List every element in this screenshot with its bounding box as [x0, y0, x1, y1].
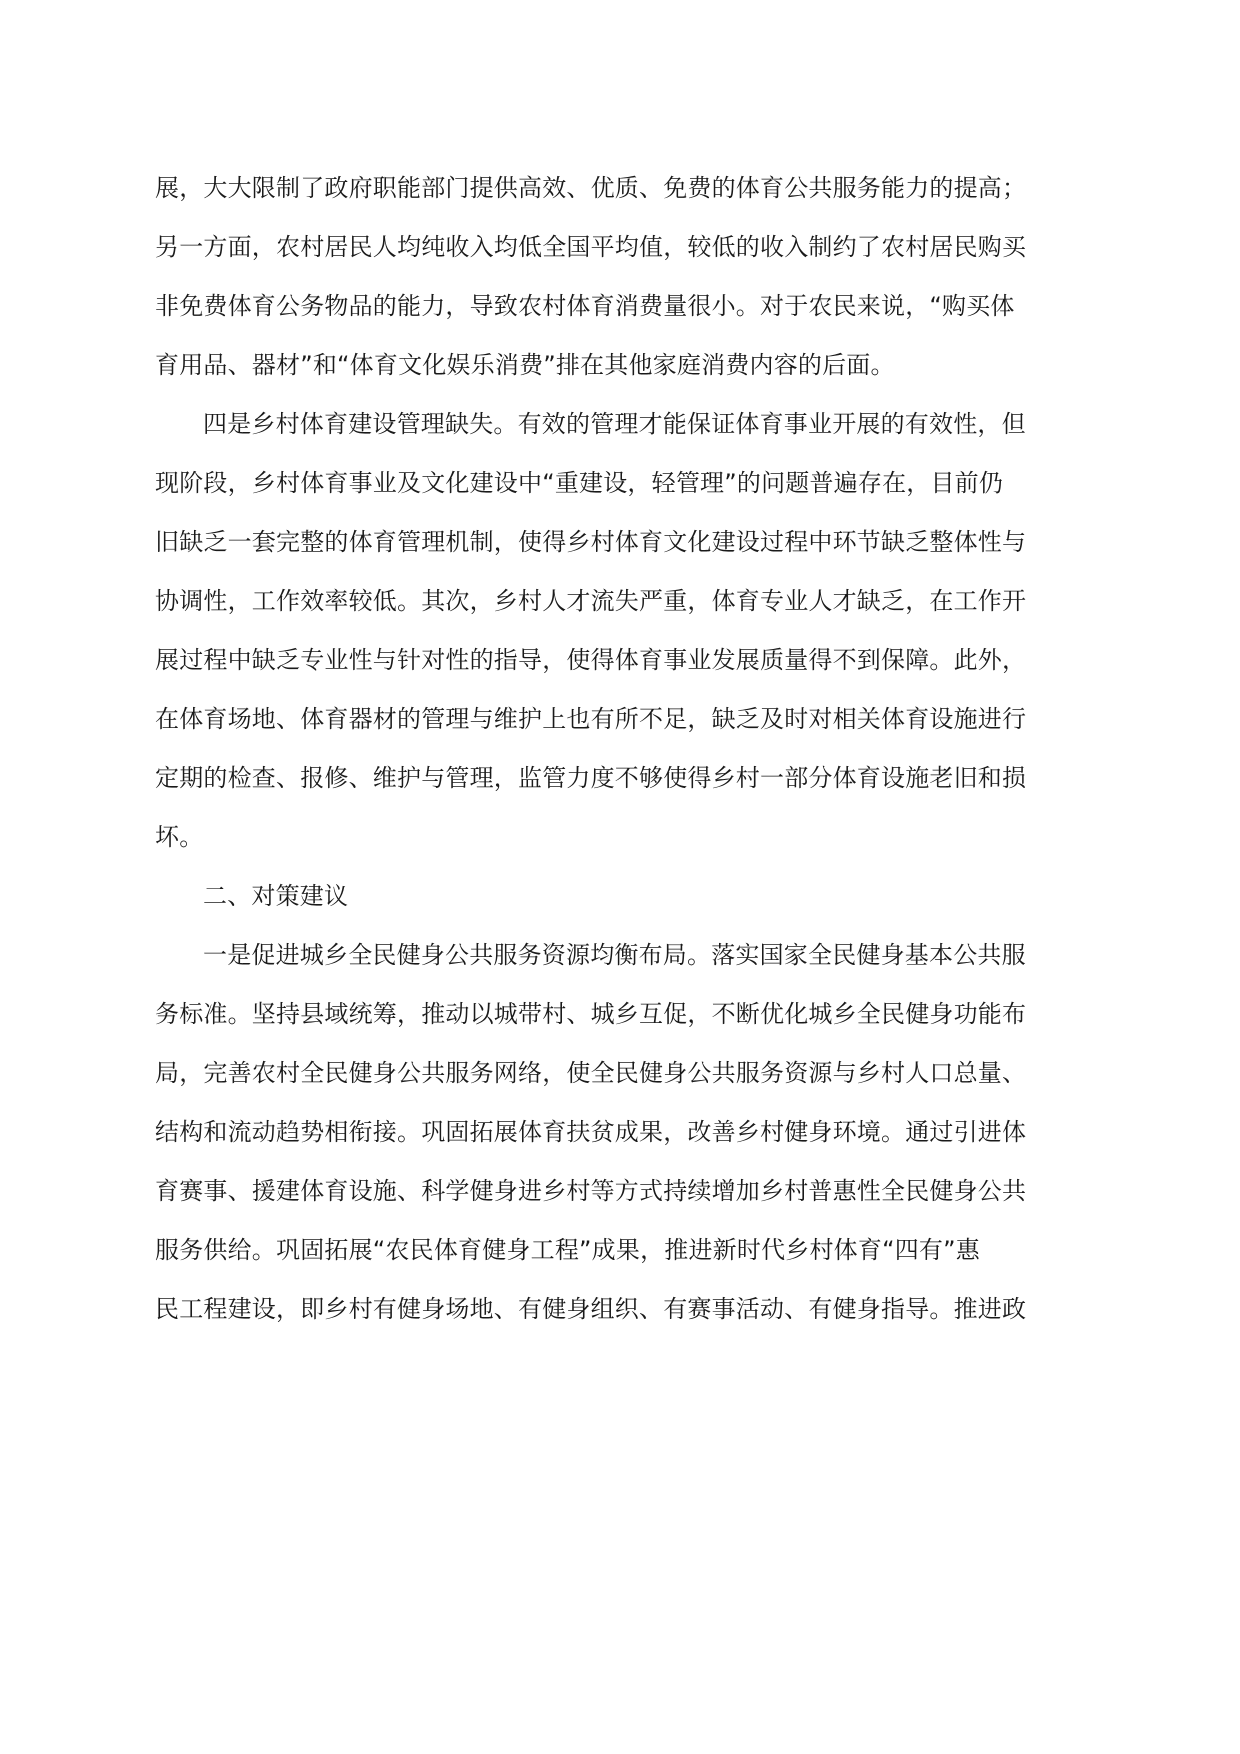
text-line: 协调性，工作效率较低。其次，乡村人才流失严重，体育专业人才缺乏，在工作开: [155, 587, 1027, 615]
text-line: 展过程中缺乏专业性与针对性的指导，使得体育事业发展质量得不到保障。此外，: [155, 646, 1027, 674]
text-line: 服务供给。巩固拓展“农民体育健身工程”成果，推进新时代乡村体育“四有”惠: [155, 1236, 980, 1264]
text-line: 非免费体育公务物品的能力，导致农村体育消费量很小。对于农民来说，“购买体: [155, 292, 1015, 320]
text-line: 旧缺乏一套完整的体育管理机制，使得乡村体育文化建设过程中环节缺乏整体性与: [155, 528, 1027, 556]
text-line: 定期的检查、报修、维护与管理，监管力度不够使得乡村一部分体育设施老旧和损: [155, 764, 1027, 792]
paragraph-start-line: 四是乡村体育建设管理缺失。有效的管理才能保证体育事业开展的有效性，但: [203, 410, 1026, 438]
text-line: 在体育场地、体育器材的管理与维护上也有所不足，缺乏及时对相关体育设施进行: [155, 705, 1027, 733]
text-line: 结构和流动趋势相衔接。巩固拓展体育扶贫成果，改善乡村健身环境。通过引进体: [155, 1118, 1027, 1146]
text-line: 民工程建设，即乡村有健身场地、有健身组织、有赛事活动、有健身指导。推进政: [155, 1295, 1027, 1323]
text-line: 现阶段，乡村体育事业及文化建设中“重建设，轻管理”的问题普遍存在，目前仍: [155, 469, 1004, 497]
text-line: 育赛事、援建体育设施、科学健身进乡村等方式持续增加乡村普惠性全民健身公共: [155, 1177, 1027, 1205]
text-line: 务标准。坚持县域统筹，推动以城带村、城乡互促，不断优化城乡全民健身功能布: [155, 1000, 1027, 1028]
text-line: 另一方面，农村居民人均纯收入均低全国平均值，较低的收入制约了农村居民购买: [155, 233, 1027, 261]
section-heading: 二、对策建议: [203, 882, 349, 910]
text-line: 展，大大限制了政府职能部门提供高效、优质、免费的体育公共服务能力的提高；: [155, 174, 1027, 202]
text-line: 育用品、器材”和“体育文化娱乐消费”排在其他家庭消费内容的后面。: [155, 351, 895, 379]
paragraph-start-line: 一是促进城乡全民健身公共服务资源均衡布局。落实国家全民健身基本公共服: [203, 941, 1026, 969]
text-line: 局，完善农村全民健身公共服务网络，使全民健身公共服务资源与乡村人口总量、: [155, 1059, 1027, 1087]
text-line: 坏。: [155, 823, 204, 851]
